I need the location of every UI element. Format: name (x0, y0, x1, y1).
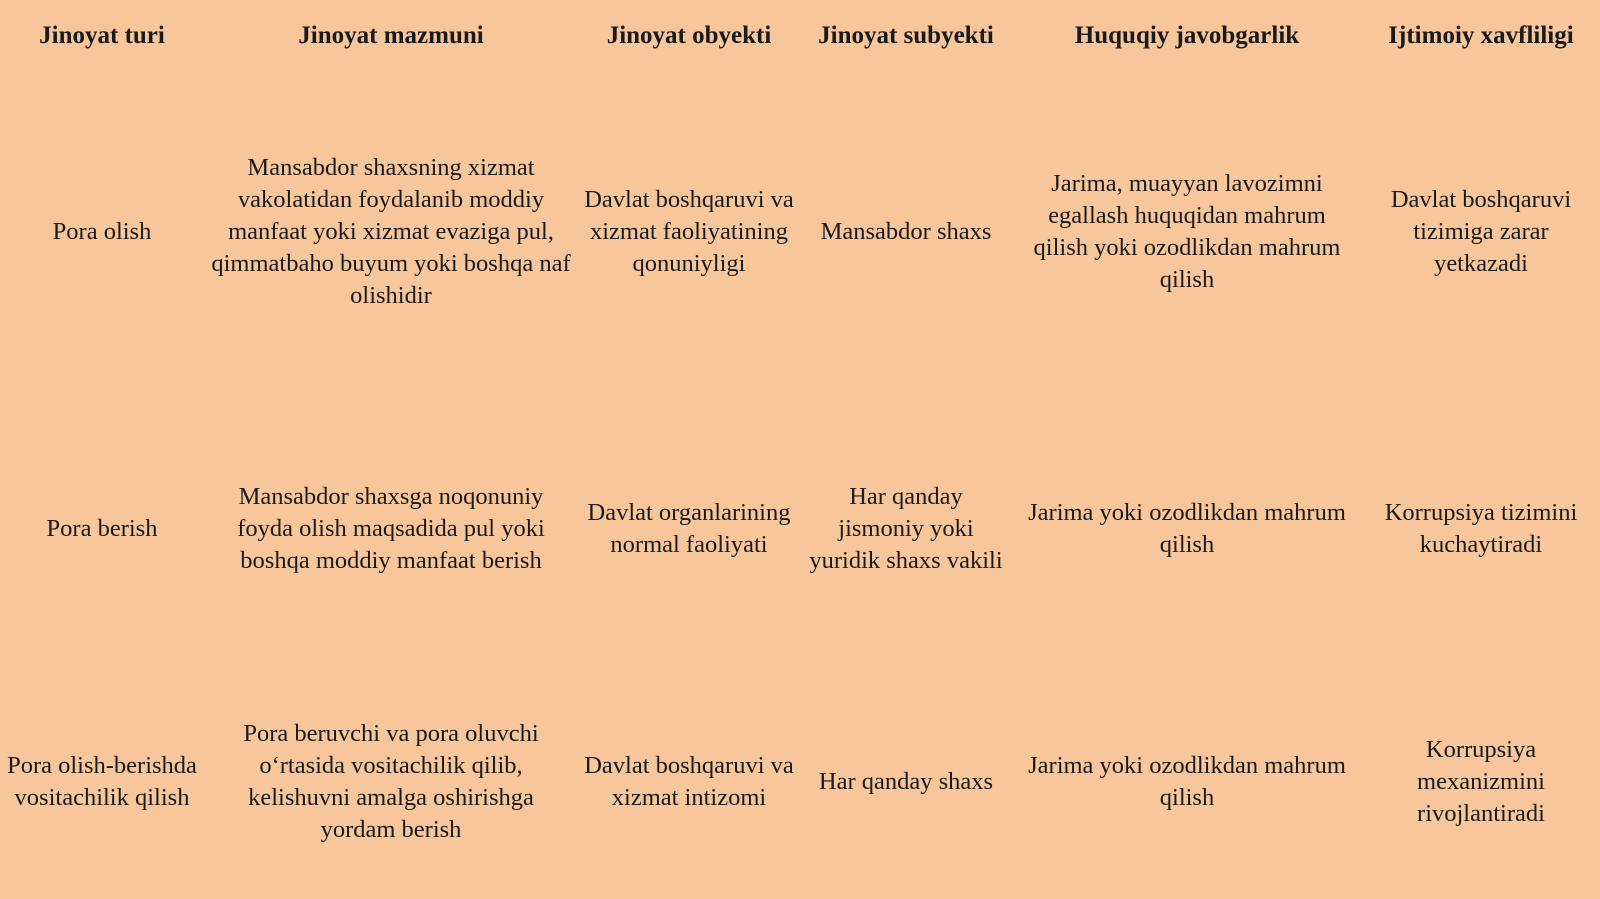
table-cell-row1-content: Mansabdor shaxsning xizmat vakolatidan foydalanib moddiy manfaat yoki xizmat evaziga pul, qimmatbaho buyum yoki boshqa naf olishidir (211, 154, 571, 309)
header-crime-type: Jinoyat turi (39, 22, 165, 49)
header-legal-liability: Huquqiy javobgarlik (1074, 22, 1300, 49)
table-cell-row1-type: Pora olish (52, 218, 152, 245)
header-crime-content: Jinoyat mazmuni (298, 22, 484, 49)
header-crime-object: Jinoyat obyekti (606, 22, 772, 49)
table-cell-row3-type: Pora olish-berishda vositachilik qilish (7, 752, 197, 811)
table-cell-row3-subject: Har qanday shaxs (818, 768, 994, 795)
table-cell-row1-liability: Jarima, muayyan lavozimni egallash huquqidan mahrum qilish yoki ozodlikdan mahrum qilish (1033, 170, 1341, 293)
table-cell-row3-liability: Jarima yoki ozodlikdan mahrum qilish (1028, 752, 1346, 811)
table-cell-row2-subject: Har qanday jismoniy yoki yuridik shaxs vakili (809, 482, 1003, 574)
table-cell-row2-danger: Korrupsiya tizimini kuchaytiradi (1384, 498, 1578, 558)
table-cell-row1-danger: Davlat boshqaruvi tizimiga zarar yetkazadi (1390, 186, 1572, 277)
table-cell-row3-danger: Korrupsiya mexanizmini rivojlantiradi (1417, 736, 1545, 827)
table-cell-row2-content: Mansabdor shaxsga noqonuniy foyda olish maqsadida pul yoki boshqa moddiy manfaat berish (237, 482, 545, 574)
table-cell-row3-content: Pora beruvchi va pora oluvchi o‘rtasida vositachilik qilib, kelishuvni amalga oshirishga yordam berish (243, 720, 539, 843)
table-cell-row2-object: Davlat organlarining normal faoliyati (587, 498, 791, 558)
table-cell-row1-subject: Mansabdor shaxs (820, 218, 992, 245)
header-social-danger: Ijtimoiy xavfliligi (1388, 22, 1574, 49)
table-cell-row3-object: Davlat boshqaruvi va xizmat intizomi (584, 752, 794, 811)
header-crime-subject: Jinoyat subyekti (818, 22, 994, 49)
table-cell-row2-type: Pora berish (46, 514, 158, 542)
table-cell-row2-liability: Jarima yoki ozodlikdan mahrum qilish (1028, 498, 1346, 558)
table-cell-row1-object: Davlat boshqaruvi va xizmat faoliyatining qonuniyligi (584, 186, 794, 277)
